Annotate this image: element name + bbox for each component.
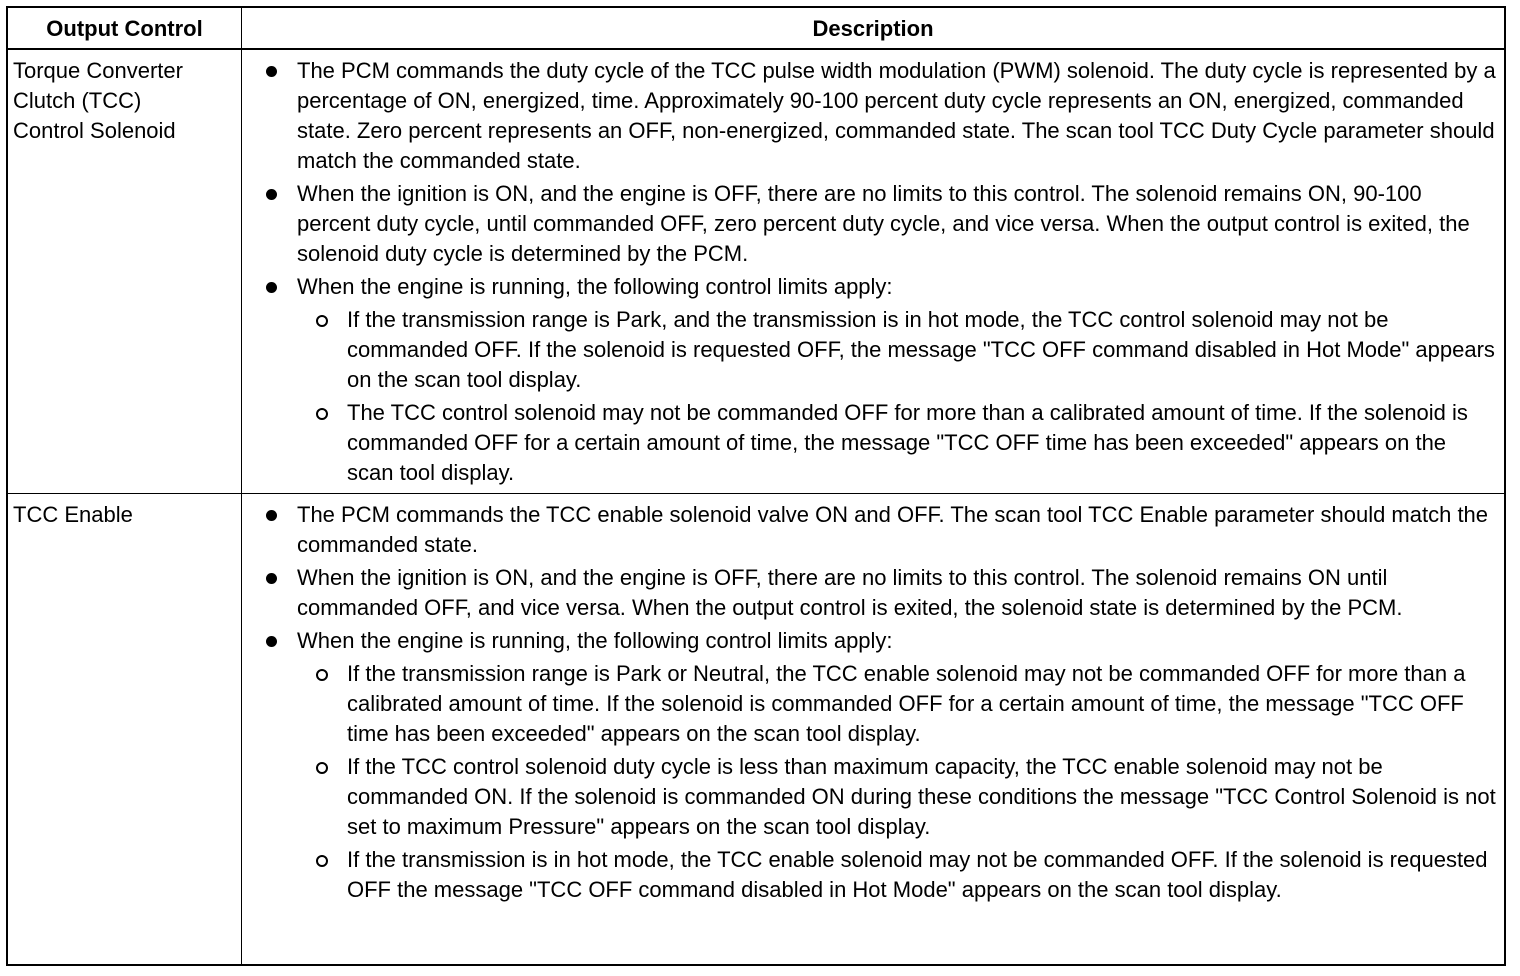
description-bullet <box>242 626 1496 905</box>
description-bullet <box>242 179 1496 269</box>
sub-bullet <box>242 305 1496 395</box>
header-output-control: Output Control <box>46 16 203 41</box>
hollow-bullet-icon <box>316 855 328 867</box>
bullet-text: When the ignition is ON, and the engine is OFF, there are no limits to this control. The solenoid remains ON until commanded OFF, and vice versa. When the output control is exited, the solenoid state is determined by the PCM. <box>297 565 1403 620</box>
sub-bullet-text: If the transmission is in hot mode, the TCC enable solenoid may not be commanded OFF. If the solenoid is requested OFF the message "TCC OFF command disabled in Hot Mode" appears on the scan tool display. <box>347 847 1488 902</box>
filled-bullet-icon <box>266 510 277 521</box>
sub-bullet-list <box>297 659 1496 905</box>
description-bullet <box>242 500 1496 560</box>
description-list <box>242 50 1504 488</box>
sub-bullet <box>242 659 1496 749</box>
bullet-text: The PCM commands the duty cycle of the TCC pulse width modulation (PWM) solenoid. The duty cycle is represented by a percentage of ON, energized, time. Approximately 90-100 percent duty cycle represents an ON, energized, commanded state. Zero percent represents an OFF, non-energized, commanded state. The scan tool TCC Duty Cycle parameter should match the commanded state. <box>297 58 1496 173</box>
header-description: Description <box>812 16 934 41</box>
sub-bullet <box>242 845 1496 905</box>
bullet-text: When the ignition is ON, and the engine is OFF, there are no limits to this control. The solenoid remains ON, 90-100 percent duty cycle, until commanded OFF, zero percent duty cycle, and vice versa. When the output control is exited, the solenoid duty cycle is determined by the PCM. <box>297 181 1470 266</box>
sub-bullet-text: If the TCC control solenoid duty cycle is less than maximum capacity, the TCC enable solenoid may not be commanded ON. If the solenoid is commanded ON during these conditions the message "TCC Control Solenoid is not set to maximum Pressure" appears on the scan tool display. <box>347 754 1496 839</box>
sub-bullet-text: If the transmission range is Park or Neutral, the TCC enable solenoid may not be commanded OFF for more than a calibrated amount of time. If the solenoid is commanded OFF for a certain amount of time, the message "TCC OFF time has been exceeded" appears on the scan tool display. <box>347 661 1466 746</box>
filled-bullet-icon <box>266 66 277 77</box>
table-row-tcc-control-solenoid <box>8 50 1504 494</box>
hollow-bullet-icon <box>316 408 328 420</box>
hollow-bullet-icon <box>316 669 328 681</box>
description-bullet <box>242 56 1496 176</box>
sub-bullet-text: The TCC control solenoid may not be commanded OFF for more than a calibrated amount of time. If the solenoid is commanded OFF for a certain amount of time, the message "TCC OFF time has been exceeded" appears on the scan tool display. <box>347 400 1468 485</box>
output-control-table <box>6 6 1506 966</box>
description-list <box>242 494 1504 905</box>
bullet-text: When the engine is running, the following control limits apply: <box>297 628 893 653</box>
description-bullet <box>242 563 1496 623</box>
control-name: TCC Enable <box>13 502 133 527</box>
bullet-text: When the engine is running, the following control limits apply: <box>297 274 893 299</box>
filled-bullet-icon <box>266 282 277 293</box>
sub-bullet <box>242 398 1496 488</box>
sub-bullet-text: If the transmission range is Park, and the transmission is in hot mode, the TCC control solenoid may not be commanded OFF. If the solenoid is requested OFF, the message "TCC OFF command disabled in Hot Mode" appears on the scan tool display. <box>347 307 1495 392</box>
description-cell <box>242 494 1504 964</box>
sub-bullet-list <box>297 305 1496 488</box>
filled-bullet-icon <box>266 636 277 647</box>
table-row-tcc-enable <box>8 494 1504 964</box>
bullet-text: The PCM commands the TCC enable solenoid valve ON and OFF. The scan tool TCC Enable parameter should match the commanded state. <box>297 502 1489 557</box>
description-cell <box>242 50 1504 493</box>
hollow-bullet-icon <box>316 315 328 327</box>
table-header-row <box>8 8 1504 50</box>
filled-bullet-icon <box>266 573 277 584</box>
filled-bullet-icon <box>266 189 277 200</box>
description-bullet <box>242 272 1496 488</box>
hollow-bullet-icon <box>316 762 328 774</box>
sub-bullet <box>242 752 1496 842</box>
control-name: Torque Converter Clutch (TCC) Control Solenoid <box>13 58 183 143</box>
